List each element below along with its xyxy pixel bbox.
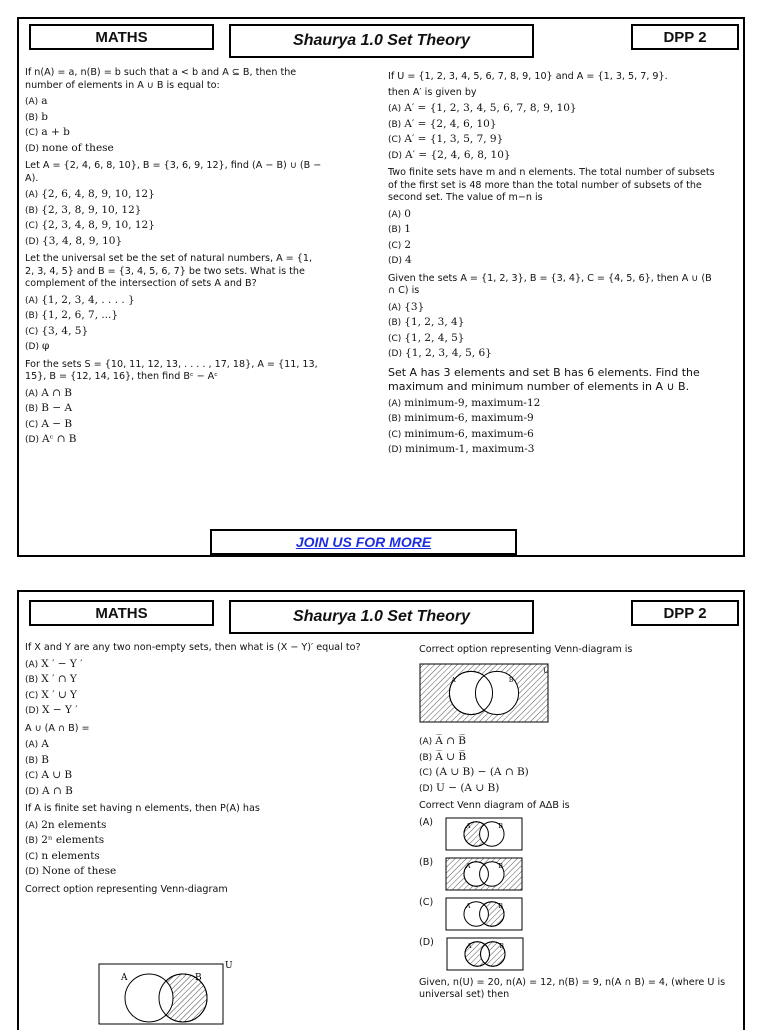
option-value: A − B <box>41 417 73 430</box>
option-item <box>25 850 365 864</box>
option-letter: (C) <box>25 690 39 701</box>
question-text: Set A has 3 elements and set B has 6 elements. Find the maximum and minimum number of elements in A ∪ B. <box>388 365 700 393</box>
question-block <box>419 644 739 795</box>
venn-diagram-complement-union <box>419 663 557 723</box>
option-value: X ′ − Y ′ <box>41 657 83 670</box>
option-letter: (A) <box>25 740 39 750</box>
option-value: minimum-6, maximum-6 <box>404 427 534 440</box>
question-text: Given the sets A = {1, 2, 3}, B = {3, 4}, C = {4, 5, 6}, then A ∪ (B ∩ C) is <box>388 272 712 296</box>
option-value: Aᶜ ∩ B <box>42 433 77 445</box>
option-value: {1, 2, 3, 4, . . . . } <box>41 293 135 306</box>
question-text: For the sets S = {10, 11, 12, 13, . . . . , 17, 18}, A = {11, 13, 15}, B = {12, 14, 16}, then find Bᶜ − Aᶜ <box>25 358 318 382</box>
option-letter: (B) <box>25 836 39 846</box>
question-block <box>25 160 323 248</box>
dpp-label: DPP 2 <box>631 600 739 626</box>
option-item <box>25 865 365 879</box>
option-item <box>25 754 365 768</box>
option-letter: (C) <box>388 429 402 440</box>
venn-figure-wrapper <box>419 663 739 728</box>
option-letter: (D) <box>388 150 402 161</box>
question-text: If n(A) = a, n(B) = b such that a < b and A ⊆ B, then the number of elements in A ∪ B is equal to: <box>25 67 297 91</box>
option-value: A ∩ B <box>41 386 73 399</box>
option-value: a <box>41 95 48 107</box>
venn-diagram-b-minus-a <box>97 956 233 1026</box>
option-letter: (B) <box>388 318 402 328</box>
option-letter: (B) <box>388 119 402 130</box>
option-item <box>25 704 365 718</box>
option-value: {2, 3, 8, 9, 10, 12} <box>41 203 142 216</box>
venn-label-a: A <box>466 902 471 910</box>
option-item <box>25 673 365 687</box>
question-block <box>388 167 718 268</box>
option-letter: (D) <box>388 349 402 359</box>
option-value: minimum-1, maximum-3 <box>405 443 535 455</box>
option-letter: (D) <box>388 445 402 455</box>
question-text: Given, n(U) = 20, n(A) = 12, n(B) = 9, n(A ∩ B) = 4, (where U is universal set) then <box>419 976 726 1000</box>
question-text: Correct option representing Venn-diagram is <box>419 644 633 655</box>
venn-option-diagram <box>445 857 523 891</box>
option-letter: (B) <box>419 856 434 868</box>
option-letter: (A) <box>25 97 39 107</box>
option-item <box>25 769 365 783</box>
option-letter: (A) <box>25 190 39 200</box>
option-value: A ∩ B <box>42 784 73 797</box>
option-value: {1, 2, 6, 7, ...} <box>41 309 119 321</box>
question-text: If X and Y are any two non-empty sets, then what is (X − Y)′ equal to? <box>25 642 361 653</box>
option-letter: (D) <box>25 143 39 154</box>
option-value: X ′ ∪ Y <box>41 688 77 701</box>
venn-option-diagram <box>445 817 523 851</box>
venn-label-b: B <box>499 942 504 950</box>
option-letter: (D) <box>25 342 39 352</box>
option-item <box>25 738 365 752</box>
option-value: n elements <box>41 849 100 862</box>
option-letter: (C) <box>25 326 39 337</box>
option-letter: (C) <box>25 128 39 138</box>
question-block <box>419 800 739 971</box>
option-letter: (A) <box>25 659 39 670</box>
question-block <box>388 273 718 361</box>
option-letter: (C) <box>25 851 39 862</box>
worksheet-page-1 <box>17 17 745 557</box>
question-text: A ∪ (A ∩ B) = <box>25 722 90 734</box>
question-block <box>25 359 323 447</box>
join-us-link[interactable]: JOIN US FOR MORE <box>210 529 517 555</box>
option-value: U − (A ∪ B) <box>436 781 500 794</box>
venn-option-diagram <box>445 897 523 931</box>
option-letter: (A) <box>388 398 402 409</box>
option-item <box>25 95 323 109</box>
option-letter: (B) <box>25 675 39 685</box>
option-value: 1 <box>404 223 411 235</box>
option-item <box>25 126 323 140</box>
venn-label-a: A <box>121 973 128 983</box>
dpp-label: DPP 2 <box>631 24 739 50</box>
option-item <box>419 751 739 765</box>
option-item <box>388 102 718 116</box>
option-letter: (C) <box>419 896 434 908</box>
option-item <box>419 735 739 749</box>
venn-label-b: B <box>195 973 202 983</box>
option-item <box>419 817 739 851</box>
option-value: A̅ ∪ B̅ <box>435 750 467 763</box>
option-value: 2 <box>404 238 412 251</box>
option-item <box>388 208 718 222</box>
option-value: {2, 6, 4, 8, 9, 10, 12} <box>41 188 155 200</box>
question-block <box>419 977 739 1002</box>
option-letter: (C) <box>25 419 39 430</box>
option-letter: (B) <box>388 414 402 424</box>
option-letter: (D) <box>25 786 39 797</box>
option-value: A̅ ∩ B̅ <box>435 735 467 747</box>
option-value: A ∪ B <box>41 769 73 781</box>
right-column <box>388 71 718 462</box>
option-item <box>388 332 718 346</box>
option-item <box>419 857 739 891</box>
option-item <box>25 785 365 799</box>
option-letter: (D) <box>25 867 39 877</box>
option-value: b <box>41 110 48 123</box>
option-item <box>419 782 739 796</box>
option-item <box>25 294 323 308</box>
option-item <box>419 897 739 931</box>
option-item <box>25 204 323 218</box>
venn-label-a: A <box>466 822 471 830</box>
option-value: 0 <box>404 207 411 220</box>
option-letter: (C) <box>388 333 402 344</box>
option-item <box>388 118 718 132</box>
option-item <box>388 347 718 361</box>
venn-label-b: B <box>508 676 514 684</box>
option-item <box>388 133 718 147</box>
option-item <box>25 188 323 202</box>
option-value: X ′ ∩ Y <box>41 673 77 685</box>
option-value: None of these <box>42 865 117 877</box>
venn-label-b: B <box>498 862 504 870</box>
option-value: {3, 4, 8, 9, 10} <box>42 234 123 247</box>
option-item <box>388 397 718 411</box>
option-letter: (C) <box>25 221 39 231</box>
option-value: X − Y ′ <box>42 704 78 716</box>
option-item <box>419 766 739 780</box>
option-letter: (D) <box>25 236 39 247</box>
option-letter: (D) <box>25 706 39 716</box>
option-letter: (B) <box>25 404 39 414</box>
question-block <box>25 723 365 799</box>
option-item <box>388 428 718 442</box>
venn-label-u: U <box>543 666 549 675</box>
question-text: then A′ is given by <box>388 86 477 98</box>
venn-label-a: A <box>466 942 472 950</box>
option-item <box>25 819 365 833</box>
option-item <box>388 301 718 315</box>
option-item <box>25 325 323 339</box>
option-letter: (C) <box>388 240 402 251</box>
option-letter: (D) <box>419 783 433 794</box>
venn-label-b: B <box>498 902 504 910</box>
option-letter: (A) <box>25 388 39 399</box>
option-item <box>25 402 323 416</box>
option-letter: (A) <box>388 209 402 220</box>
left-column <box>25 67 323 452</box>
option-letter: (C) <box>25 771 39 781</box>
page-title: Shaurya 1.0 Set Theory <box>229 600 534 634</box>
option-value: {1, 2, 3, 4} <box>404 316 465 328</box>
question-text: Correct option representing Venn-diagram <box>25 883 228 895</box>
option-value: A′ = {2, 4, 6, 8, 10} <box>405 148 511 161</box>
question-block <box>25 253 323 354</box>
option-value: a + b <box>41 126 70 138</box>
option-item <box>388 443 718 457</box>
option-value: {3, 4, 5} <box>41 324 89 337</box>
question-text: If A is finite set having n elements, then P(A) has <box>25 803 260 814</box>
option-letter: (B) <box>25 112 39 123</box>
left-column <box>25 642 365 901</box>
option-item <box>388 223 718 237</box>
option-value: B − A <box>41 402 73 414</box>
venn-label-b: B <box>498 822 504 830</box>
option-item <box>25 418 323 432</box>
right-column <box>419 644 739 1007</box>
option-letter: (C) <box>419 768 433 778</box>
question-text: If U = {1, 2, 3, 4, 5, 6, 7, 8, 9, 10} and A = {1, 3, 5, 7, 9}. <box>388 71 668 82</box>
venn-label-a: A <box>451 676 456 684</box>
option-item <box>25 111 323 125</box>
option-item <box>25 219 323 233</box>
option-item <box>25 433 323 447</box>
option-value: A <box>41 738 49 750</box>
option-letter: (A) <box>25 295 39 306</box>
option-letter: (A) <box>419 737 433 747</box>
venn-label-a: A <box>466 862 471 870</box>
option-value: 4 <box>405 254 412 266</box>
option-value: minimum-6, maximum-9 <box>404 412 534 424</box>
option-value: {1, 2, 3, 4, 5, 6} <box>405 347 492 359</box>
option-letter: (B) <box>419 752 433 763</box>
option-letter: (B) <box>25 311 39 321</box>
option-value: 2ⁿ elements <box>41 834 105 846</box>
option-item <box>25 834 365 848</box>
option-value: {3} <box>404 300 425 313</box>
option-value: φ <box>42 340 50 352</box>
option-letter: (D) <box>25 435 39 445</box>
question-block <box>25 67 323 155</box>
option-item <box>25 340 323 354</box>
subject-label: MATHS <box>29 24 214 50</box>
option-item <box>388 316 718 330</box>
subject-label: MATHS <box>29 600 214 626</box>
option-item <box>25 142 323 156</box>
page-title: Shaurya 1.0 Set Theory <box>229 24 534 58</box>
question-text: Two finite sets have m and n elements. The total number of subsets of the first set is 48 more than the total number of subsets of the second set. The value of m−n is <box>388 167 715 203</box>
option-item <box>25 387 323 401</box>
option-letter: (C) <box>388 135 402 145</box>
venn-option-diagram <box>446 937 524 971</box>
option-item <box>419 937 739 971</box>
option-value: 2n elements <box>41 818 107 831</box>
question-block <box>388 71 718 162</box>
option-letter: (B) <box>25 205 39 216</box>
option-item <box>388 149 718 163</box>
question-text: Let A = {2, 4, 6, 8, 10}, B = {3, 6, 9, 12}, find (A − B) ∪ (B − A). <box>25 160 322 184</box>
option-item <box>388 412 718 426</box>
option-item <box>25 235 323 249</box>
option-item <box>388 254 718 268</box>
option-item <box>25 658 365 672</box>
question-block <box>25 803 365 879</box>
option-value: A′ = {1, 3, 5, 7, 9} <box>404 133 504 145</box>
option-letter: (A) <box>419 816 434 828</box>
question-text: Let the universal set be the set of natural numbers, A = {1, 2, 3, 4, 5} and B = {3, 4, 5, 6, 7} be two sets. What is the complement of the intersection of sets A and B? <box>25 253 313 289</box>
question-text: Correct Venn diagram of AΔB is <box>419 800 570 811</box>
option-letter: (A) <box>25 820 39 831</box>
venn-label-u: U <box>225 961 233 971</box>
option-letter: (A) <box>388 302 402 313</box>
question-block <box>25 884 365 897</box>
option-item <box>388 239 718 253</box>
option-letter: (D) <box>388 256 402 266</box>
option-letter: (B) <box>388 225 402 235</box>
option-value: none of these <box>42 141 114 154</box>
option-value: minimum-9, maximum-12 <box>404 396 541 409</box>
question-block <box>25 642 365 718</box>
option-letter: (A) <box>388 104 402 114</box>
option-value: A′ = {2, 4, 6, 10} <box>404 117 497 130</box>
option-item <box>25 309 323 323</box>
option-value: B <box>41 753 49 766</box>
option-item <box>25 689 365 703</box>
option-value: {2, 3, 4, 8, 9, 10, 12} <box>41 219 155 231</box>
option-letter: (B) <box>25 755 39 766</box>
option-letter: (D) <box>419 936 434 948</box>
worksheet-page-2 <box>17 590 745 1030</box>
option-value: {1, 2, 4, 5} <box>404 331 465 344</box>
option-value: (A ∪ B) − (A ∩ B) <box>435 766 529 778</box>
question-block <box>388 366 718 457</box>
option-value: A′ = {1, 2, 3, 4, 5, 6, 7, 8, 9, 10} <box>404 102 577 114</box>
